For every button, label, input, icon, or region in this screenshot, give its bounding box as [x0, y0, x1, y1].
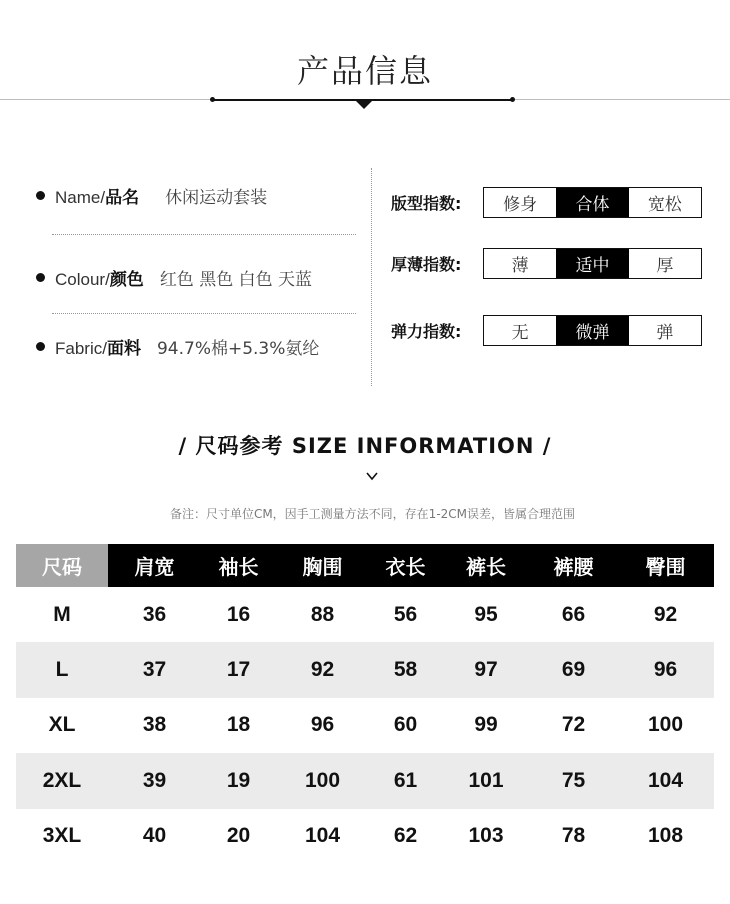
- index-option: 宽松: [647, 195, 682, 215]
- table-cell: 96: [653, 658, 678, 682]
- index-option: 弹: [656, 323, 674, 343]
- table-cell: 38: [142, 713, 167, 737]
- table-row: [16, 698, 714, 753]
- table-cell: 18: [226, 713, 251, 737]
- header-cell: 袖长: [218, 555, 259, 579]
- fit-index: [391, 187, 702, 218]
- table-cell: 92: [310, 658, 335, 682]
- info-key: [55, 265, 144, 290]
- table-cell: 101: [468, 768, 504, 792]
- bullet-icon: [36, 273, 45, 282]
- info-value: 休闲运动套装: [165, 188, 268, 208]
- down-triangle-icon: [356, 101, 372, 109]
- table-cell: 104: [647, 768, 684, 792]
- table-cell: 100: [304, 768, 341, 792]
- info-key-en: Name/: [55, 188, 106, 207]
- elasticity-index: [391, 315, 702, 346]
- info-key-cn: 品名: [105, 188, 140, 208]
- table-cell: 60: [393, 713, 418, 737]
- bullet-icon: [36, 342, 45, 351]
- info-key-en: Fabric/: [55, 339, 107, 358]
- info-key-cn: 面料: [106, 339, 141, 359]
- table-cell: 56: [393, 602, 418, 626]
- index-option-selected: 微弹: [556, 316, 628, 345]
- size-note: 备注：尺寸单位CM，因手工测量方法不同，存在1-2CM误差，皆属合理范围: [169, 507, 576, 521]
- table-cell: 58: [393, 658, 418, 682]
- index-label: 版型指数:: [391, 194, 462, 213]
- table-row: [16, 587, 714, 642]
- table-cell: 95: [474, 602, 498, 626]
- table-row: [16, 642, 714, 697]
- table-cell: 40: [142, 824, 167, 848]
- size-label-cell: XL: [48, 713, 76, 737]
- header-cell: 肩宽: [134, 555, 175, 579]
- table-cell: 99: [474, 713, 498, 737]
- table-cell: 19: [226, 768, 251, 792]
- table-cell: 17: [226, 658, 251, 682]
- table-row: [16, 809, 714, 864]
- table-cell: 104: [304, 824, 341, 848]
- table-cell: 108: [647, 824, 684, 848]
- index-scale: [483, 315, 702, 346]
- table-cell: 100: [647, 713, 684, 737]
- size-label-cell: M: [53, 602, 71, 626]
- header-cell: 裤腰: [553, 555, 594, 579]
- table-cell: 62: [393, 824, 418, 848]
- header-cell: 裤长: [466, 555, 506, 579]
- header-cell: 胸围: [302, 555, 343, 579]
- table-row: [16, 753, 714, 808]
- dotted-divider: [52, 313, 356, 314]
- index-option: 厚: [656, 256, 674, 276]
- bullet-icon: [36, 191, 45, 200]
- info-colour: [36, 265, 312, 290]
- info-value: 红色 黑色 白色 天蓝: [159, 270, 313, 290]
- index-option-selected: 适中: [556, 249, 628, 278]
- table-cell: 20: [226, 824, 251, 848]
- page-title: 产品信息: [296, 52, 433, 90]
- table-cell: 16: [226, 602, 251, 626]
- rule-dot-left: [210, 97, 215, 102]
- rule-dot-right: [510, 97, 515, 102]
- index-label: 厚薄指数:: [391, 255, 462, 274]
- header-cell: 衣长: [385, 555, 426, 579]
- table-header-row: [16, 544, 714, 587]
- index-option: 无: [511, 323, 529, 343]
- index-option: 薄: [511, 256, 529, 276]
- info-key: [55, 334, 141, 359]
- table-cell: 78: [561, 824, 586, 848]
- table-body: [16, 587, 714, 864]
- index-option: 修身: [503, 195, 538, 215]
- info-value: 94.7%棉+5.3%氨纶: [156, 339, 320, 359]
- info-fabric: [36, 334, 319, 359]
- size-section-title: / 尺码参考 SIZE INFORMATION /: [178, 434, 552, 458]
- table-cell: 36: [142, 602, 167, 626]
- table-cell: 39: [142, 768, 167, 792]
- index-scale: [483, 187, 702, 218]
- info-key-cn: 颜色: [109, 270, 144, 290]
- table-cell: 75: [561, 768, 586, 792]
- size-label-cell: 2XL: [42, 768, 82, 792]
- info-key: [55, 183, 139, 208]
- table-cell: 66: [561, 602, 586, 626]
- chevron-down-icon: [366, 470, 378, 482]
- table-cell: 97: [474, 658, 498, 682]
- index-scale: [483, 248, 702, 279]
- size-table: [16, 544, 714, 864]
- table-cell: 103: [468, 824, 504, 848]
- thickness-index: [391, 248, 702, 279]
- size-label-cell: 3XL: [42, 824, 82, 848]
- table-cell: 88: [310, 602, 335, 626]
- table-cell: 92: [653, 602, 678, 626]
- header-cell: 臀围: [645, 555, 686, 579]
- header-cell: 尺码: [16, 544, 108, 587]
- info-key-en: Colour/: [55, 270, 110, 289]
- index-label: 弹力指数:: [391, 322, 462, 341]
- table-cell: 69: [561, 658, 586, 682]
- index-option-selected: 合体: [556, 188, 628, 217]
- table-cell: 37: [142, 658, 167, 682]
- info-name: [36, 183, 267, 208]
- table-cell: 61: [393, 768, 418, 792]
- dotted-divider: [52, 234, 356, 235]
- size-label-cell: L: [55, 658, 69, 682]
- vertical-dotted-divider: [371, 168, 372, 386]
- table-cell: 96: [310, 713, 335, 737]
- table-cell: 72: [561, 713, 586, 737]
